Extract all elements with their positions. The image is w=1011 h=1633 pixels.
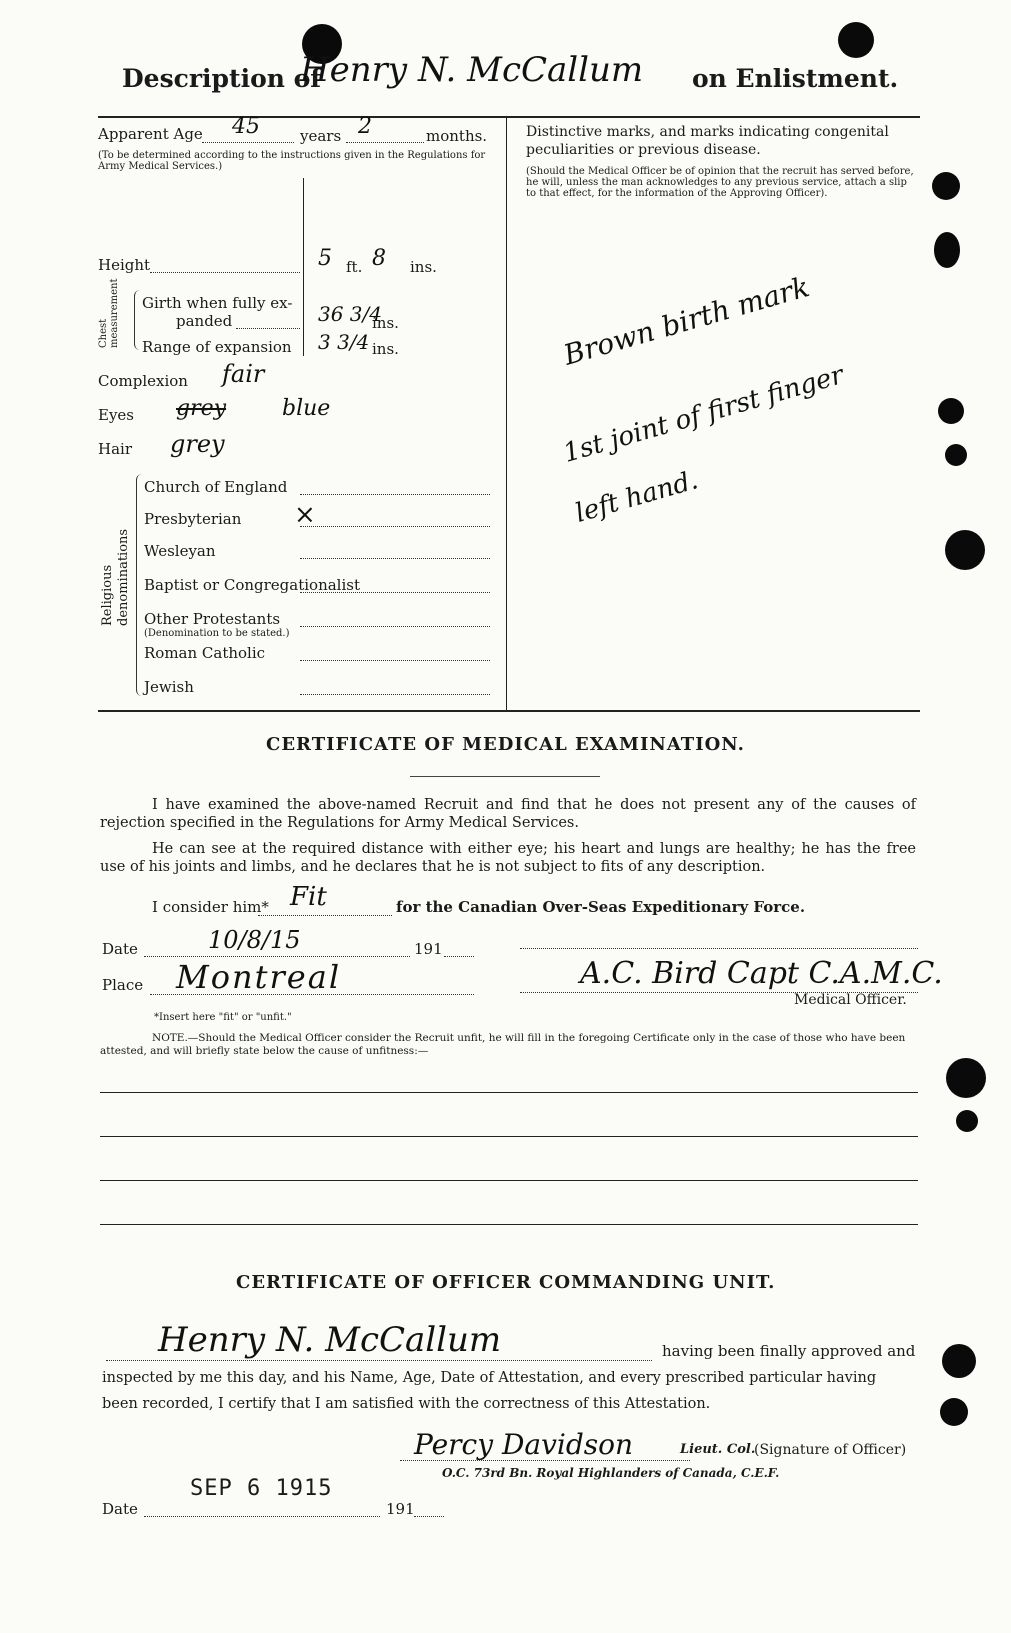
commanding-date-label: Date [102,1500,138,1518]
religion-mark: × [294,500,316,530]
age-note: (To be determined according to the instructions given in the Regulations for Army Medical Services.) [98,150,486,172]
commanding-text-1: having been finally approved and [662,1342,916,1360]
recruit-name-handwritten: Henry N. McCallum [300,50,644,90]
months-label: months. [426,127,488,145]
eyes-label: Eyes [98,406,134,424]
commanding-date-year: 191 [386,1500,415,1518]
top-rule [98,116,920,118]
hair-label: Hair [98,440,132,458]
medical-officer-signature: A.C. Bird Capt C.A.M.C. [580,956,943,991]
unfitness-line [100,1224,918,1225]
years-label: years [300,127,342,145]
consider-prefix: I consider him* [152,898,269,916]
religion-item-label: Jewish [144,678,194,696]
title-prefix: Description of [122,64,322,93]
marks-heading-1: Distinctive marks, and marks indicating congenital [526,124,889,140]
insert-note: *Insert here "fit" or "unfit." [154,1012,292,1023]
eyes-struck-value: grey [176,396,227,421]
girth-unit: ins. [372,314,399,332]
commanding-rank: Lieut. Col. [680,1442,756,1457]
place-label: Place [102,976,144,994]
range-unit: ins. [372,340,399,358]
hair-value: grey [170,430,225,458]
punch-hole [938,398,964,424]
punch-hole [945,530,985,570]
marks-heading-2: peculiarities or previous disease. [526,142,761,158]
medical-title: CERTIFICATE OF MEDICAL EXAMINATION. [266,734,745,755]
height-in-value: 8 [372,246,386,271]
range-value: 3 3/4 [318,330,370,354]
girth-value: 36 3/4 [318,302,382,326]
commanding-text-3: been recorded, I certify that I am satisfied with the correctness of this Attestation. [102,1396,711,1412]
punch-hole [934,232,960,268]
punch-hole [945,444,967,466]
ft-label: ft. [346,258,363,276]
religion-other-note: (Denomination to be stated.) [144,628,290,639]
measure-divider [303,178,304,356]
religion-item-label: Roman Catholic [144,644,266,662]
mid-rule [98,710,920,712]
height-ft-value: 5 [318,246,332,271]
punch-hole [956,1110,978,1132]
medical-para-2: He can see at the required distance with either eye; his heart and lungs are healthy; he has the free use of his joints and limbs, and he declares that he is not subject to fits of any description. [100,841,916,875]
punch-hole [946,1058,986,1098]
complexion-value: fair [222,360,265,388]
height-label: Height [98,256,151,274]
title-suffix: on Enlistment. [692,64,899,93]
medical-date-value: 10/8/15 [208,926,301,954]
religion-item-label: Church of England [144,478,288,496]
girth-label-1: Girth when fully ex- [142,294,293,312]
commanding-officer-signature: Percy Davidson [414,1428,634,1461]
punch-hole [942,1344,976,1378]
punch-hole [932,172,960,200]
commanding-unit: O.C. 73rd Bn. Royal Highlanders of Canada, C.E.F. [442,1466,780,1480]
religion-item-label: Other Protestants [144,610,281,628]
religion-item-label: Baptist or Congregationalist [144,576,360,594]
religion-label: Religious denominations [100,528,131,626]
religion-item-label: Wesleyan [144,542,216,560]
medical-date-year: 191 [414,940,443,958]
chest-measurement-label: Chest measurement [98,278,120,348]
consider-suffix: for the Canadian Over-Seas Expeditionary Force. [396,898,806,916]
unfit-note: NOTE.—Should the Medical Officer consider the Recruit unfit, he will fill in the foregoing Certificate only in the case of those who have been attested, and will briefly state below the cause of unfitness:— [100,1032,906,1057]
commanding-title: CERTIFICATE OF OFFICER COMMANDING UNIT. [236,1272,776,1293]
signature-of-officer-label: (Signature of Officer) [754,1442,907,1458]
commanding-text-2: inspected by me this day, and his Name, Age, Date of Attestation, and every prescribed particular having [102,1370,877,1386]
medical-date-label: Date [102,940,138,958]
marks-line-2: 1st joint of first finger [560,360,848,469]
marks-note: (Should the Medical Officer be of opinion that the recruit has served before, he will, unless the man acknowledges to any previous service, attach a slip to that effect, for the information of the Approving Officer). [526,166,914,199]
medical-officer-label: Medical Officer. [794,992,907,1008]
place-value: Montreal [176,958,342,996]
medical-para-1: I have examined the above-named Recruit and find that he does not present any of the causes of rejection specified in the Regulations for Army Medical Services. [100,797,916,831]
apparent-age-label: Apparent Age [98,125,203,143]
date-stamp: SEP 6 1915 [190,1476,333,1501]
religion-item-label: Presbyterian [144,510,242,528]
girth-label-2: panded [176,312,233,330]
eyes-value: blue [282,396,331,421]
unfitness-line [100,1136,918,1137]
punch-hole [838,22,874,58]
unfitness-line [100,1092,918,1093]
complexion-label: Complexion [98,372,188,390]
ins-label: ins. [410,258,437,276]
column-divider [506,118,507,710]
marks-line-1: Brown birth mark [560,270,814,372]
commanding-recruit-name: Henry N. McCallum [158,1320,502,1360]
age-months-value: 2 [358,114,372,139]
age-years-value: 45 [232,114,260,139]
marks-line-3: left hand. [572,465,702,529]
range-label: Range of expansion [142,338,292,356]
punch-hole [940,1398,968,1426]
consider-value: Fit [290,882,327,912]
unfitness-line [100,1180,918,1181]
